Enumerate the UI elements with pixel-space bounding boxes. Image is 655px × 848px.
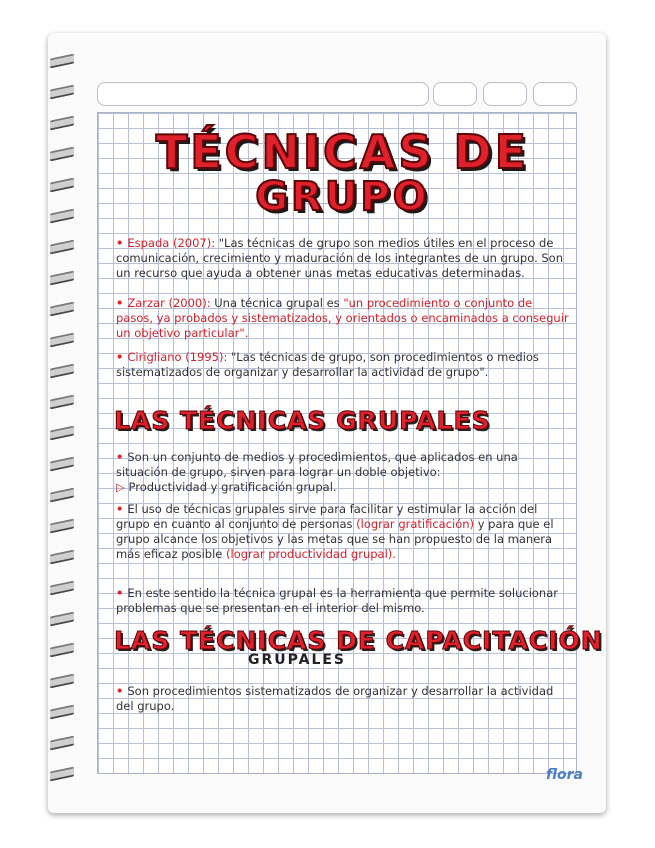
spiral-ring bbox=[48, 458, 76, 468]
spiral-wire bbox=[50, 239, 74, 254]
spiral-wire bbox=[50, 425, 74, 440]
spiral-wire bbox=[50, 363, 74, 378]
section2-paragraph-1 bbox=[116, 684, 571, 714]
definition-text: "Las técnicas de grupo, son procedimientos o medios sistematizados de organizar y desarrollar la actividad de grupo". bbox=[116, 350, 539, 379]
spiral-wire bbox=[50, 332, 74, 347]
spiral-wire bbox=[50, 487, 74, 502]
spiral-ring bbox=[48, 737, 76, 747]
section1-paragraph-3 bbox=[116, 586, 571, 616]
spiral-wire bbox=[50, 177, 74, 192]
highlight-text: (lograr productividad grupal). bbox=[226, 547, 396, 561]
page-title-line2: GRUPO bbox=[255, 174, 430, 220]
spiral-ring bbox=[48, 613, 76, 623]
spiral-wire bbox=[50, 704, 74, 719]
spiral-wire bbox=[50, 456, 74, 471]
header-field-main bbox=[97, 82, 429, 106]
bullet-icon: • bbox=[116, 586, 124, 600]
spiral-wire bbox=[50, 735, 74, 750]
author-espada: Espada (2007): bbox=[127, 236, 216, 250]
bullet-icon: • bbox=[116, 684, 124, 698]
spiral-ring bbox=[48, 334, 76, 344]
section-subheading-grupales: GRUPALES bbox=[248, 652, 347, 668]
spiral-binding bbox=[48, 55, 78, 795]
spiral-wire bbox=[50, 301, 74, 316]
spiral-wire bbox=[50, 611, 74, 626]
spiral-ring bbox=[48, 148, 76, 158]
header-field-1 bbox=[433, 82, 477, 106]
spiral-wire bbox=[50, 146, 74, 161]
definition-text: "Las técnicas de grupo son medios útiles en el proceso de comunicación, crecimiento y maduración de los integrantes de un grupo. Son un recurso que ayuda a obtener unas metas educativas determinadas. bbox=[116, 236, 564, 280]
spiral-ring bbox=[48, 582, 76, 592]
paragraph-text: El uso de técnicas grupales sirve para facilitar y estimular la acción del grupo en cuanto al conjunto de personas bbox=[116, 502, 538, 531]
section-heading-capacitacion: LAS TÉCNICAS DE CAPACITACIÓN bbox=[114, 626, 603, 655]
spiral-ring bbox=[48, 644, 76, 654]
spiral-ring bbox=[48, 427, 76, 437]
spiral-ring bbox=[48, 241, 76, 251]
flora-logo: flora bbox=[546, 767, 583, 783]
bullet-icon: • bbox=[116, 502, 124, 516]
spiral-ring bbox=[48, 396, 76, 406]
bullet-icon: • bbox=[116, 450, 124, 464]
spiral-ring bbox=[48, 272, 76, 282]
spiral-ring bbox=[48, 365, 76, 375]
spiral-ring bbox=[48, 55, 76, 65]
section1-paragraph-2 bbox=[116, 502, 571, 562]
spiral-wire bbox=[50, 549, 74, 564]
spiral-ring bbox=[48, 86, 76, 96]
author-cirigliano: Cirigliano (1995): bbox=[127, 350, 228, 364]
spiral-ring bbox=[48, 551, 76, 561]
definition-zarzar bbox=[116, 296, 571, 341]
spiral-wire bbox=[50, 53, 74, 68]
paragraph-text: y para que el grupo alcance los objetivos y las metas que se han propuesto de la manera más eficaz posible bbox=[116, 517, 554, 561]
spiral-wire bbox=[50, 673, 74, 688]
bullet-icon: • bbox=[116, 296, 124, 310]
definition-quote: "un procedimiento o conjunto de pasos, ya probados y sistematizados, y orientados o encaminados a conseguir un objetivo particular". bbox=[116, 296, 569, 340]
section-heading-tecnicas-grupales: LAS TÉCNICAS GRUPALES bbox=[114, 406, 491, 435]
paragraph-text: Productividad y gratificación grupal. bbox=[124, 480, 337, 494]
spiral-wire bbox=[50, 518, 74, 533]
highlight-text: (lograr gratificación) bbox=[356, 517, 475, 531]
spiral-ring bbox=[48, 303, 76, 313]
spiral-wire bbox=[50, 580, 74, 595]
definition-cirigliano bbox=[116, 350, 571, 380]
header-field-3 bbox=[533, 82, 577, 106]
spiral-wire bbox=[50, 766, 74, 781]
author-zarzar: Zarzar (2000): bbox=[127, 296, 211, 310]
page-title-line1: TÉCNICAS DE bbox=[155, 125, 530, 179]
spiral-ring bbox=[48, 675, 76, 685]
paragraph-text: Son un conjunto de medios y procedimientos, que aplicados en una situación de grupo, sirven para lograr un doble objetivo: bbox=[116, 450, 518, 479]
spiral-wire bbox=[50, 270, 74, 285]
paragraph-text: Son procedimientos sistematizados de organizar y desarrollar la actividad del grupo. bbox=[116, 684, 554, 713]
spiral-ring bbox=[48, 489, 76, 499]
spiral-wire bbox=[50, 642, 74, 657]
spiral-wire bbox=[50, 115, 74, 130]
spiral-ring bbox=[48, 520, 76, 530]
definition-text: Una técnica grupal es bbox=[210, 296, 344, 310]
section1-paragraph-1 bbox=[116, 450, 571, 495]
paragraph-text: En este sentido la técnica grupal es la herramienta que permite solucionar problemas que se presentan en el interior del mismo. bbox=[116, 586, 558, 615]
spiral-wire bbox=[50, 208, 74, 223]
spiral-wire bbox=[50, 84, 74, 99]
arrow-icon: ▷ bbox=[116, 480, 125, 494]
header-field-2 bbox=[483, 82, 527, 106]
bullet-icon: • bbox=[116, 236, 124, 250]
spiral-ring bbox=[48, 179, 76, 189]
spiral-ring bbox=[48, 210, 76, 220]
definition-espada bbox=[116, 236, 571, 281]
spiral-ring bbox=[48, 117, 76, 127]
spiral-ring bbox=[48, 706, 76, 716]
spiral-wire bbox=[50, 394, 74, 409]
spiral-ring bbox=[48, 768, 76, 778]
bullet-icon: • bbox=[116, 350, 124, 364]
